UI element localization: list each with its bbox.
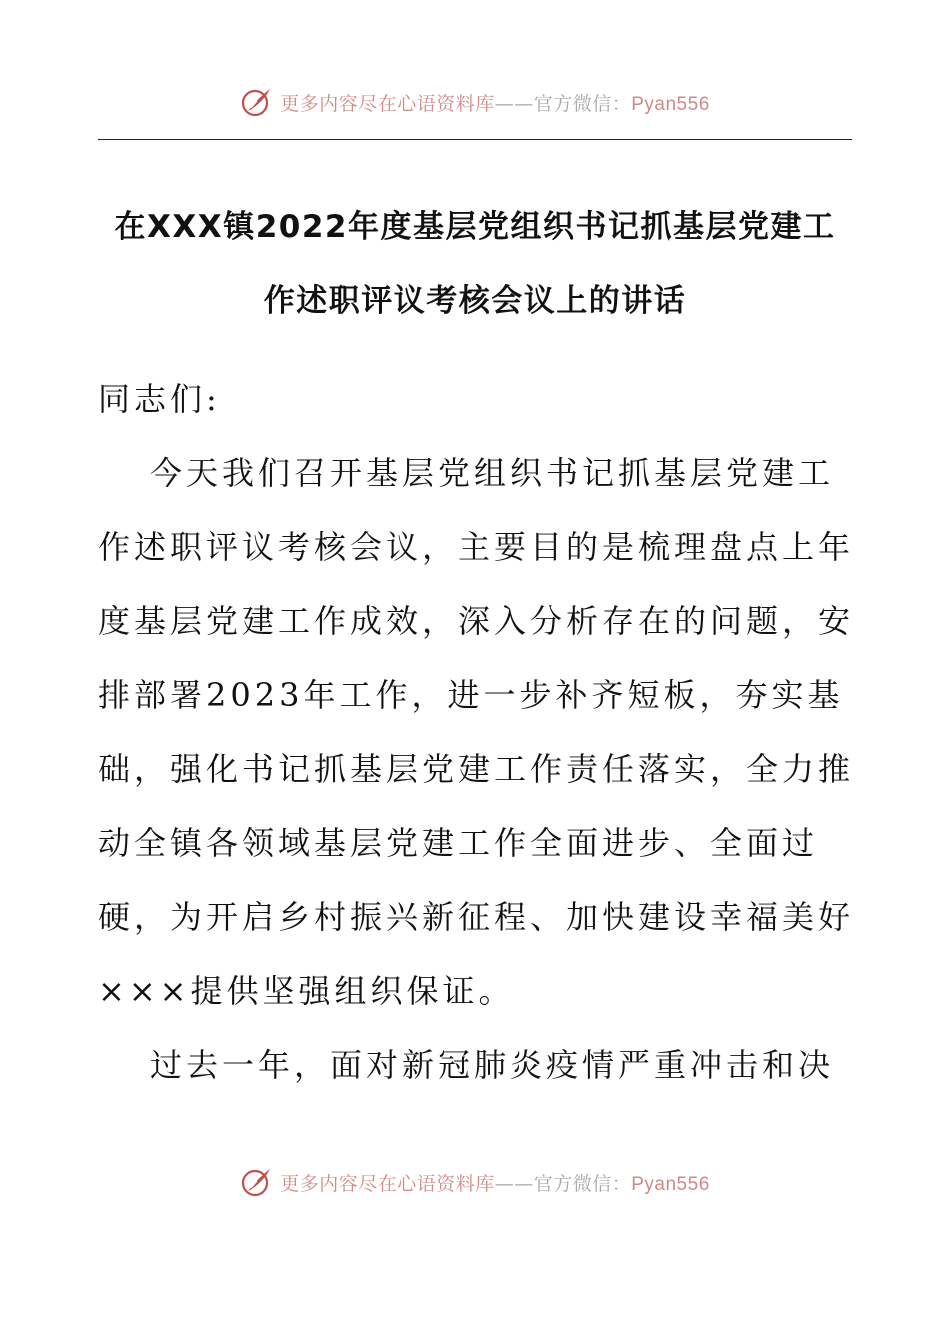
quill-logo-icon xyxy=(240,1165,274,1199)
title-line-1: 在XXX镇2022年度基层党组织书记抓基层党建工 xyxy=(114,209,836,245)
paragraph-2: 过去一年，面对新冠肺炎疫情严重冲击和决 xyxy=(150,1046,835,1084)
banner-main-text: 更多内容尽在心语资料库 xyxy=(280,92,495,115)
banner-main-text: 更多内容尽在心语资料库 xyxy=(280,1172,495,1195)
header-banner-text xyxy=(280,89,710,116)
banner-wechat-id: Pyan556 xyxy=(631,93,710,115)
banner-dash: —— xyxy=(494,92,534,115)
quill-logo-icon xyxy=(240,85,274,119)
footer-banner xyxy=(0,1162,950,1202)
footer-banner-text xyxy=(280,1169,710,1196)
title-line-2: 作述职评议考核会议上的讲话 xyxy=(263,283,687,319)
header-divider xyxy=(98,139,852,140)
salutation: 同志们: xyxy=(98,380,221,418)
banner-wechat-label: 官方微信： xyxy=(533,1172,632,1195)
document-body xyxy=(98,362,858,1102)
banner-dash: —— xyxy=(494,1172,534,1195)
header-banner xyxy=(0,82,950,122)
banner-wechat-id: Pyan556 xyxy=(631,1173,710,1195)
paragraph-1: 今天我们召开基层党组织书记抓基层党建工作述职评议考核会议，主要目的是梳理盘点上年度基层党建工作成效，深入分析存在的问题，安排部署2023年工作，进一步补齐短板，夯实基础，强化书记抓基层党建工作责任落实，全力推动全镇各领域基层党建工作全面进步、全面过硬，为开启乡村振兴新征程、加快建设幸福美好×××提供坚强组织保证。 xyxy=(98,454,855,1010)
document-title xyxy=(98,190,852,338)
banner-wechat-label: 官方微信： xyxy=(533,92,632,115)
